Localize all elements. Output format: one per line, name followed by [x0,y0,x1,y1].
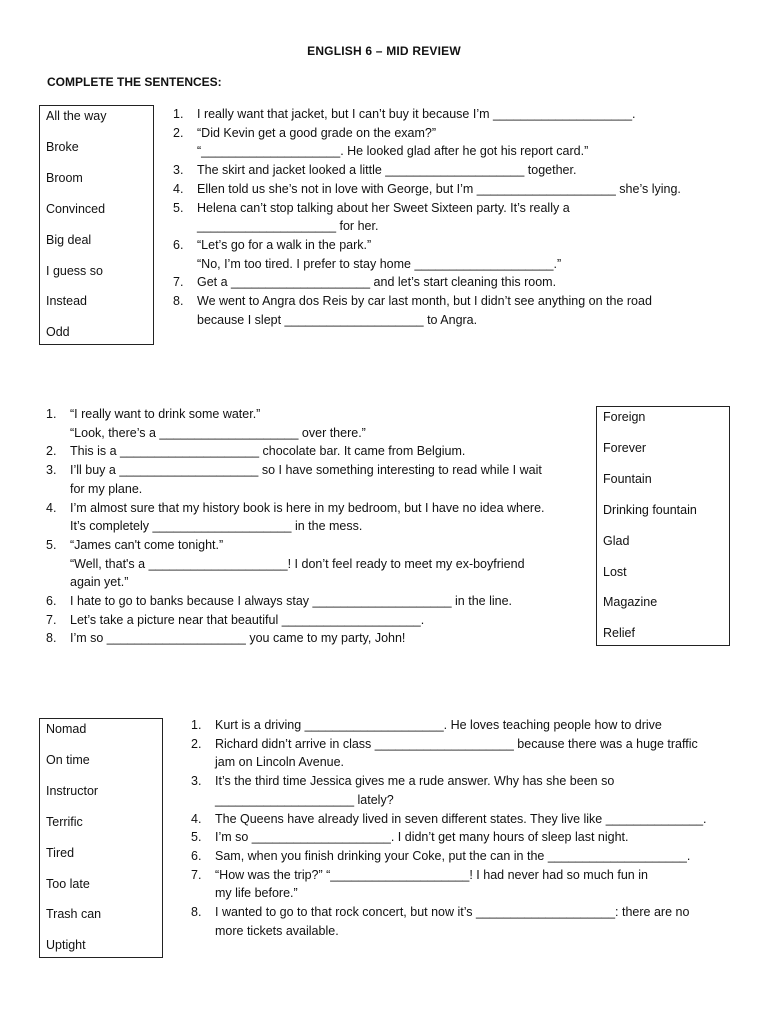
instruction-heading: COMPLETE THE SENTENCES: [47,75,222,89]
question-text: “No, I’m too tired. I prefer to stay home ____________________.” [197,256,562,271]
questions-2 [46,405,586,655]
word-bank-item: Glad [603,533,630,548]
question-text: I’m so ____________________ you came to my party, John! [70,631,406,646]
question-text: The skirt and jacket looked a little ____________________ together. [197,163,577,178]
question-item [173,236,733,273]
question-item [191,772,751,809]
question-number: 6. [191,848,202,863]
question-text: because I slept ____________________ to Angra. [197,312,478,327]
question-text: “I really want to drink some water.” [70,407,261,421]
question-item [191,735,751,772]
question-item [46,405,586,442]
question-text: Helena can’t stop talking about her Sweet Sixteen party. It’s really a [197,200,570,215]
question-text: I’m so ____________________. I didn’t get many hours of sleep last night. [215,830,629,845]
question-text: “Look, there’s a ____________________ over there.” [70,425,366,440]
question-text: Kurt is a driving ____________________. He loves teaching people how to drive [215,718,662,732]
question-number: 4. [46,500,57,515]
word-bank-item: Broke [46,139,79,154]
question-item [46,536,586,592]
question-number: 3. [173,163,184,178]
word-bank-item: Odd [46,325,70,340]
question-text: Get a ____________________ and let’s start cleaning this room. [197,275,557,290]
question-text: Sam, when you finish drinking your Coke, put the can in the ____________________. [215,848,691,863]
word-bank-item: I guess so [46,263,103,278]
question-item [191,810,751,829]
questions-1 [173,105,733,335]
question-text: for my plane. [70,481,143,496]
word-bank-item: Relief [603,626,635,641]
question-number: 1. [191,718,202,732]
question-item [191,847,751,866]
question-item [173,199,733,236]
question-number: 5. [46,537,57,552]
word-bank-item: Too late [46,876,90,891]
question-text: I hate to go to banks because I always stay ____________________ in the line. [70,594,512,608]
question-text: ____________________ for her. [197,219,379,234]
question-text: ____________________ lately? [215,792,394,807]
question-text: I wanted to go to that rock concert, but now it’s ____________________: there are no [215,905,690,919]
word-bank-item: Tired [46,845,75,860]
word-bank-item: Big deal [46,232,92,247]
word-bank-item: Broom [46,170,83,185]
question-number: 3. [46,463,57,478]
word-bank-item: Drinking fountain [603,502,697,517]
question-number: 1. [46,407,57,421]
word-bank-item: Magazine [603,595,658,610]
question-item [191,903,751,940]
question-text: “How was the trip?” “____________________! I had never had so much fun in [215,867,648,882]
question-number: 5. [173,200,184,215]
word-bank-1 [39,105,154,345]
question-text: I’m almost sure that my history book is here in my bedroom, but I have no idea where. [70,500,545,515]
word-bank-item: Convinced [46,201,106,216]
question-text: This is a ____________________ chocolate bar. It came from Belgium. [70,444,466,459]
question-item [173,180,733,199]
word-bank-item: Fountain [603,471,652,486]
question-item [173,105,733,124]
question-item [46,592,586,611]
question-number: 6. [46,594,57,608]
word-bank-item: Instead [46,294,88,309]
question-text: Ellen told us she’s not in love with George, but I’m ____________________ she’s lying. [197,181,681,196]
question-text: my life before.” [215,886,298,901]
question-number: 2. [173,125,184,140]
question-item [173,124,733,161]
question-item [191,866,751,903]
question-item [173,161,733,180]
question-number: 4. [191,811,202,826]
question-text: It’s completely ____________________ in the mess. [70,519,363,534]
question-text: “Well, that's a ____________________! I don’t feel ready to meet my ex-boyfriend [70,556,525,571]
word-bank-3 [39,718,163,958]
word-bank-item: Trash can [46,907,102,922]
question-item [173,292,733,329]
question-number: 1. [173,107,184,121]
question-text: I’ll buy a ____________________ so I have something interesting to read while I wait [70,463,542,478]
question-text: It’s the third time Jessica gives me a rude answer. Why has she been so [215,774,615,789]
question-number: 6. [173,237,184,252]
question-number: 7. [46,612,57,627]
question-item [46,461,586,498]
word-bank-item: Nomad [46,722,87,736]
question-text: We went to Angra dos Reis by car last month, but I didn’t see anything on the road [197,294,652,308]
question-text: again yet.” [70,575,129,590]
question-number: 8. [173,294,184,308]
word-bank-item: On time [46,752,90,767]
word-bank-2 [596,406,730,646]
question-number: 5. [191,830,202,845]
question-text: Richard didn’t arrive in class ____________________ because there was a huge traffic [215,736,698,751]
question-number: 7. [173,275,184,290]
page-title: ENGLISH 6 – MID REVIEW [307,44,461,58]
question-number: 2. [46,444,57,459]
question-item [191,828,751,847]
question-text: jam on Lincoln Avenue. [215,755,345,770]
word-bank-item: Uptight [46,938,86,953]
question-text: more tickets available. [215,923,339,938]
question-item [173,273,733,292]
question-text: I really want that jacket, but I can’t buy it because I’m ____________________. [197,107,636,121]
word-bank-item: Forever [603,440,647,455]
question-text: The Queens have already lived in seven different states. They live like ______________. [215,811,707,826]
question-text: Let’s take a picture near that beautiful ____________________. [70,612,425,627]
question-number: 4. [173,181,184,196]
question-number: 2. [191,736,202,751]
question-item [46,629,586,648]
question-text: “Did Kevin get a good grade on the exam?” [197,125,437,140]
question-item [191,716,751,735]
questions-3 [191,716,751,956]
question-item [46,611,586,630]
question-text: “____________________. He looked glad after he got his report card.” [197,144,589,159]
question-text: “James can't come tonight.” [70,537,224,552]
word-bank-item: Lost [603,564,627,579]
word-bank-item: Foreign [603,410,646,424]
word-bank-item: Instructor [46,783,99,798]
question-text: “Let’s go for a walk in the park.” [197,237,372,252]
question-number: 3. [191,774,202,789]
question-item [46,442,586,461]
question-item [46,499,586,536]
question-number: 8. [46,631,57,646]
question-number: 8. [191,905,202,919]
question-number: 7. [191,867,202,882]
word-bank-item: Terrific [46,814,83,829]
word-bank-item: All the way [46,109,107,123]
